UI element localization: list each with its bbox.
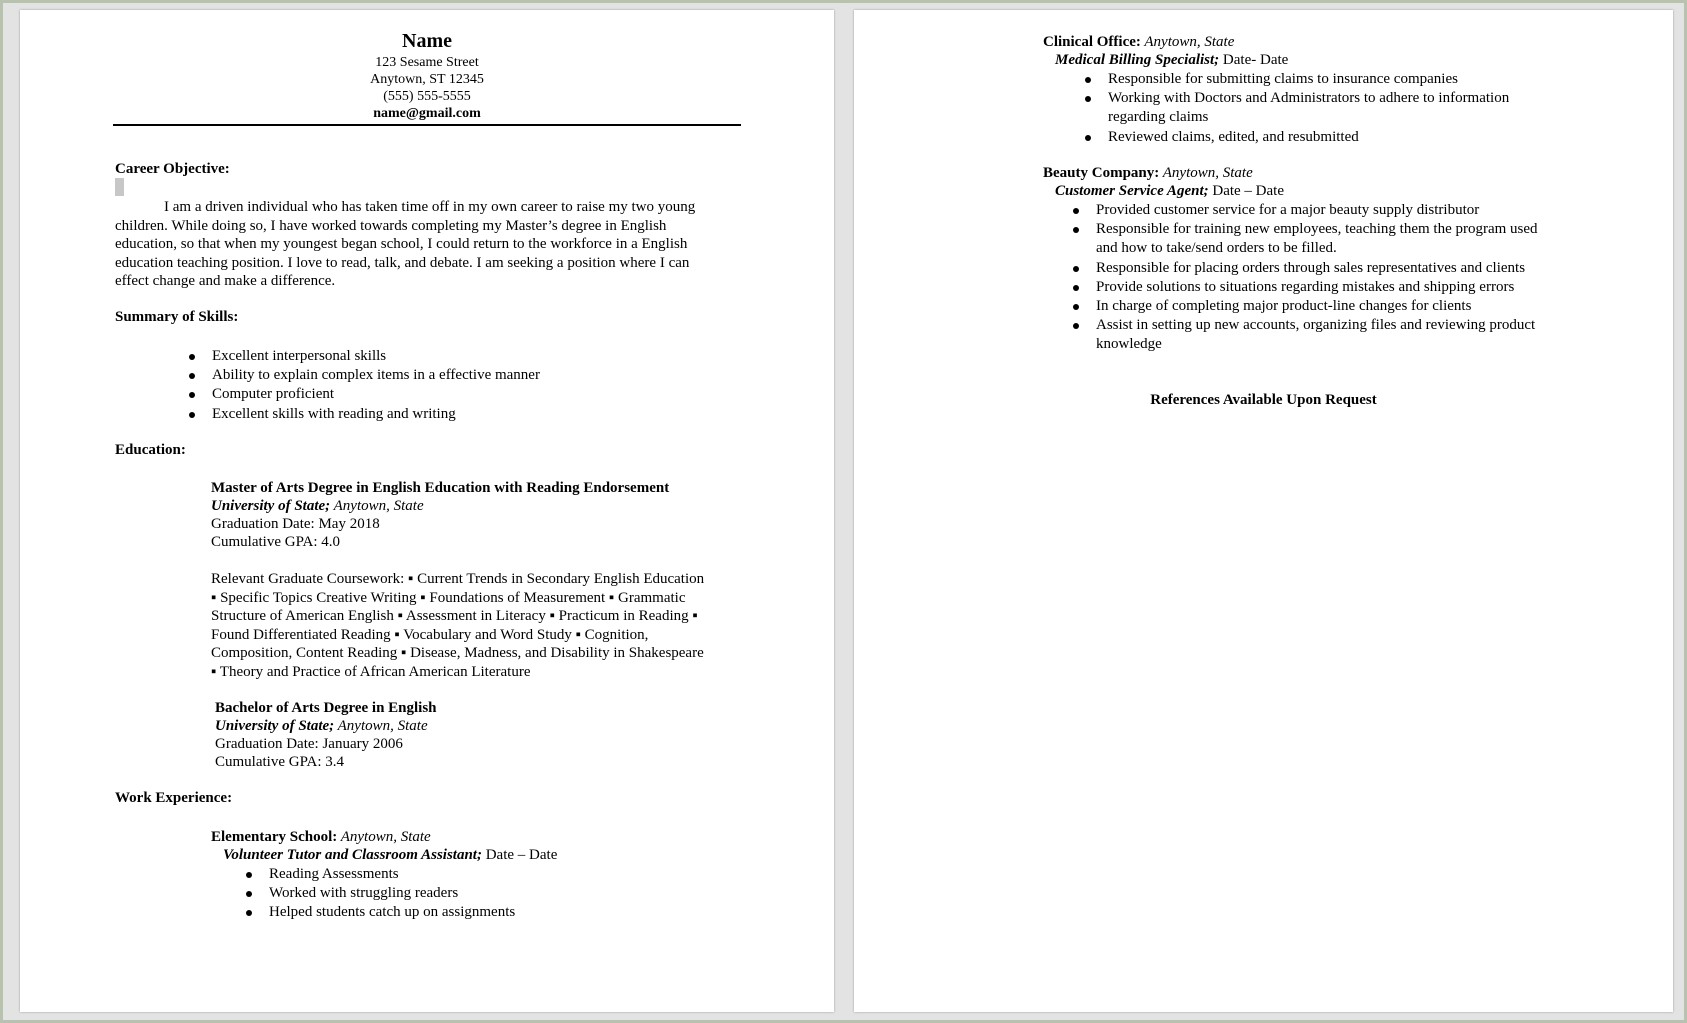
skills-list [186, 347, 540, 424]
address-city: Anytown, ST 12345 [370, 72, 484, 87]
resume-page-2 [854, 10, 1673, 1012]
beauty-duties-list [1070, 201, 1538, 355]
clinical-dates: Date- Date [1219, 52, 1289, 68]
elementary-location: Anytown, State [337, 829, 431, 845]
masters-school-line [211, 497, 424, 516]
clinical-title-line [1055, 51, 1288, 70]
section-heading-objective: Career Objective: [115, 161, 230, 177]
list-item: Responsible for submitting claims to insurance companies [1082, 70, 1509, 89]
elementary-title: Volunteer Tutor and Classroom Assistant; [223, 847, 482, 863]
beauty-title-line [1055, 182, 1284, 201]
coursework-line: Composition, Content Reading ▪ Disease, Madness, and Disability in Shakespeare [211, 645, 704, 662]
objective-line: effect change and make a difference. [115, 273, 336, 290]
masters-degree: Master of Arts Degree in English Education with Reading Endorsement [211, 480, 670, 496]
masters-gpa: Cumulative GPA: 4.0 [211, 534, 341, 550]
list-item: Helped students catch up on assignments [243, 903, 515, 922]
clinical-location: Anytown, State [1140, 34, 1235, 50]
text-cursor-marker [115, 178, 124, 196]
elementary-title-line [223, 846, 557, 865]
list-item: Provide solutions to situations regarding mistakes and shipping errors [1070, 278, 1538, 297]
references-note: References Available Upon Request [1150, 392, 1377, 408]
coursework-line: Structure of American English ▪ Assessment in Literacy ▪ Practicum in Reading ▪ [211, 608, 698, 625]
address-street: 123 Sesame Street [375, 55, 479, 70]
resume-page-1 [20, 10, 834, 1012]
beauty-company-line [1043, 164, 1253, 183]
coursework-line: Found Differentiated Reading ▪ Vocabulary and Word Study ▪ Cognition, [211, 626, 649, 643]
list-item: Ability to explain complex items in a effective manner [186, 366, 540, 385]
bachelors-location: Anytown, State [334, 718, 428, 734]
clinical-title: Medical Billing Specialist; [1055, 52, 1220, 68]
clinical-company: Clinical Office: [1043, 34, 1141, 50]
elementary-duties-list [243, 865, 515, 923]
elementary-company: Elementary School: [211, 829, 338, 845]
masters-graduation: Graduation Date: May 2018 [211, 516, 380, 532]
coursework-paragraph [211, 570, 704, 682]
bachelors-graduation: Graduation Date: January 2006 [215, 736, 403, 752]
clinical-company-line [1043, 33, 1234, 52]
section-heading-work: Work Experience: [115, 790, 233, 806]
list-item: Reviewed claims, edited, and resubmitted [1082, 128, 1509, 147]
list-item: Computer proficient [186, 385, 540, 404]
objective-paragraph [115, 198, 755, 291]
list-item: Excellent interpersonal skills [186, 347, 540, 366]
list-item: Assist in setting up new accounts, organizing files and reviewing product knowledge [1070, 316, 1538, 354]
section-heading-education: Education: [115, 442, 186, 458]
elementary-company-line [211, 828, 431, 847]
section-heading-skills: Summary of Skills: [115, 309, 239, 325]
masters-location: Anytown, State [330, 498, 424, 514]
beauty-company: Beauty Company: [1043, 165, 1160, 181]
objective-line: education teaching position. I love to read, talk, and debate. I am seeking a position where I can [115, 254, 690, 271]
clinical-duties-list [1082, 70, 1509, 147]
elementary-dates: Date – Date [481, 847, 558, 863]
list-item: Working with Doctors and Administrators to adhere to information regarding claims [1082, 89, 1509, 127]
list-item: Provided customer service for a major beauty supply distributor [1070, 201, 1538, 220]
coursework-line: ▪ Specific Topics Creative Writing ▪ Foundations of Measurement ▪ Grammatic [211, 589, 686, 606]
masters-school: University of State; [211, 498, 331, 514]
bachelors-school-line [215, 717, 428, 736]
phone-number: (555) 555-5555 [383, 89, 471, 104]
bachelors-school: University of State; [215, 718, 335, 734]
bachelors-gpa: Cumulative GPA: 3.4 [215, 754, 345, 770]
coursework-line: Relevant Graduate Coursework: ▪ Current Trends in Secondary English Education [211, 571, 705, 587]
list-item: Responsible for placing orders through sales representatives and clients [1070, 259, 1538, 278]
list-item: Worked with struggling readers [243, 884, 515, 903]
beauty-location: Anytown, State [1159, 165, 1253, 181]
objective-line: I am a driven individual who has taken time off in my own career to raise my two young [164, 199, 696, 215]
list-item: In charge of completing major product-line changes for clients [1070, 297, 1538, 316]
objective-line: education, so that when my youngest began school, I could return to the workforce in a English [115, 236, 688, 253]
list-item: Excellent skills with reading and writing [186, 405, 540, 424]
bachelors-degree: Bachelor of Arts Degree in English [215, 700, 437, 716]
candidate-name: Name [402, 30, 452, 52]
objective-line: children. While doing so, I have worked towards completing my Master’s degree in English [115, 217, 667, 234]
coursework-line: ▪ Theory and Practice of African American Literature [211, 663, 531, 680]
list-item: Responsible for training new employees, teaching them the program used and how to take/send orders to be filled. [1070, 220, 1538, 258]
header-divider [113, 124, 741, 126]
beauty-dates: Date – Date [1208, 183, 1284, 199]
email-address: name@gmail.com [373, 106, 481, 121]
beauty-title: Customer Service Agent; [1055, 183, 1209, 199]
list-item: Reading Assessments [243, 865, 515, 884]
